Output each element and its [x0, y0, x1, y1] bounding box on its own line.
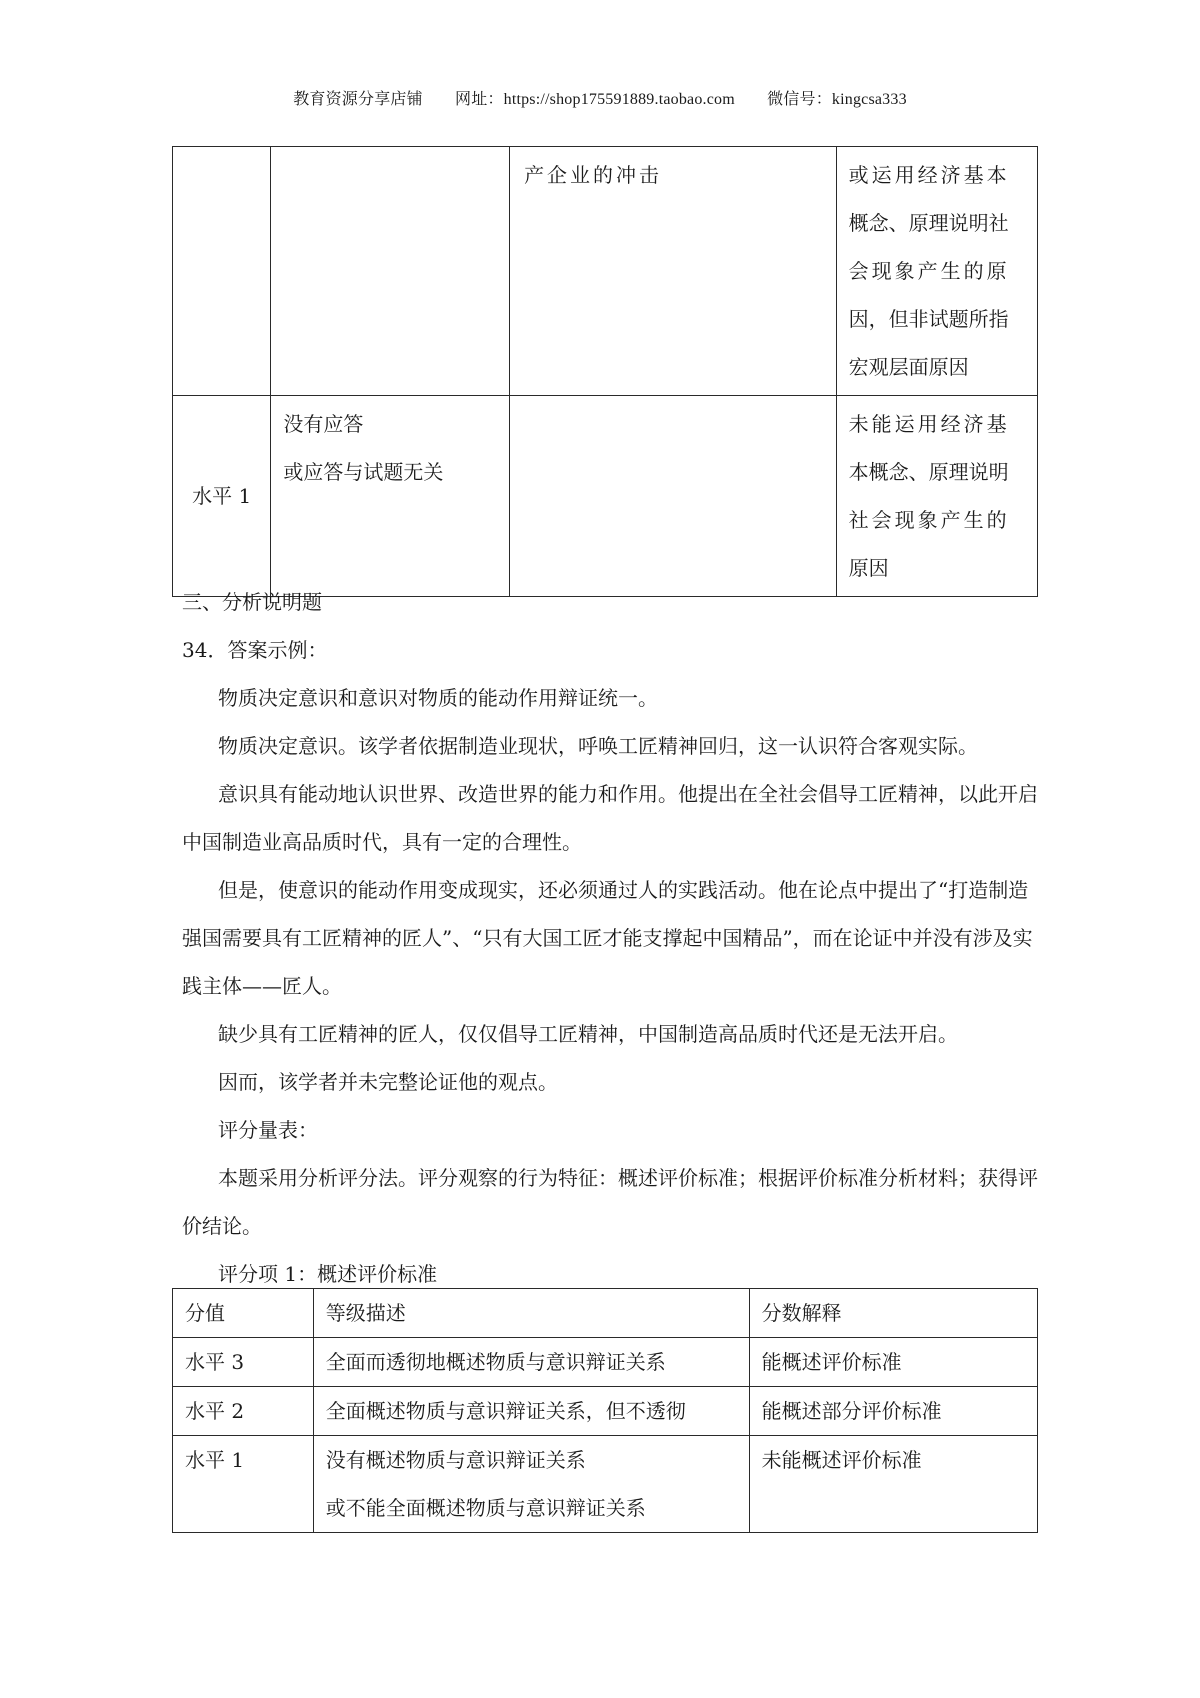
level-cell: 水平 1: [173, 396, 271, 597]
cell-line: 宏观层面原因: [848, 355, 969, 379]
table-cell: [173, 147, 271, 396]
description-cell: 全面概述物质与意识辩证关系，但不透彻: [313, 1387, 749, 1436]
table-cell: [836, 147, 1037, 396]
table-row: [173, 147, 1038, 396]
cell-line: 或运用经济基本: [848, 163, 1010, 187]
cell-line: 本概念、原理说明: [848, 460, 1009, 484]
table-cell: [510, 147, 837, 396]
cell-line: 概念、原理说明社: [848, 211, 1009, 235]
description-cell: [313, 1436, 749, 1533]
scoring-table: [172, 1288, 1038, 1533]
cell-text: 产企业的冲击: [524, 163, 663, 187]
explanation-cell: 能概述部分评价标准: [749, 1387, 1037, 1436]
page-header: [0, 86, 1200, 109]
column-header: 分数解释: [749, 1289, 1037, 1338]
shop-website: 网址：https://shop175591889.taobao.com: [455, 91, 735, 108]
cell-line: 因，但非试题所指: [848, 307, 1009, 331]
table-header-row: [173, 1289, 1038, 1338]
scoring-table-continued: [172, 146, 1038, 597]
table-row: [173, 1436, 1038, 1533]
paragraph: 评分量表：: [218, 1118, 318, 1142]
table-cell: [836, 396, 1037, 597]
level-cell: 水平 3: [173, 1338, 314, 1387]
paragraph: 意识具有能动地认识世界、改造世界的能力和作用。他提出在全社会倡导工匠精神，以此开启中国制造业高品质时代，具有一定的合理性。: [182, 782, 1038, 854]
column-header: 分值: [173, 1289, 314, 1338]
column-header: 等级描述: [313, 1289, 749, 1338]
cell-line: 没有概述物质与意识辩证关系: [325, 1448, 586, 1472]
paragraph: 因而，该学者并未完整论证他的观点。: [218, 1070, 558, 1094]
cell-line: 原因: [848, 556, 889, 580]
table-cell: [271, 147, 510, 396]
paragraph: 物质决定意识。该学者依据制造业现状，呼唤工匠精神回归，这一认识符合客观实际。: [218, 734, 978, 758]
table-row: [173, 1338, 1038, 1387]
explanation-cell: 能概述评价标准: [749, 1338, 1037, 1387]
shop-name: 教育资源分享店铺: [293, 91, 423, 108]
level-cell: 水平 1: [173, 1436, 314, 1533]
question-label: 34．答案示例：: [182, 638, 328, 662]
cell-line: 或不能全面概述物质与意识辩证关系: [325, 1496, 646, 1520]
table-cell: [271, 396, 510, 597]
paragraph: 物质决定意识和意识对物质的能动作用辩证统一。: [218, 686, 658, 710]
shop-wechat: 微信号：kingcsa333: [767, 91, 907, 108]
cell-line: 社会现象产生的: [848, 508, 1010, 532]
cell-line: 会现象产生的原: [848, 259, 1010, 283]
table-row: [173, 396, 1038, 597]
paragraph: 但是，使意识的能动作用变成现实，还必须通过人的实践活动。他在论点中提出了“打造制造强国需要具有工匠精神的匠人”、“只有大国工匠才能支撑起中国精品”，而在论证中并没有涉及实践主体——匠人。: [182, 878, 1033, 998]
description-cell: 全面而透彻地概述物质与意识辩证关系: [313, 1338, 749, 1387]
explanation-cell: 未能概述评价标准: [749, 1436, 1037, 1533]
cell-line: 或应答与试题无关: [283, 460, 444, 484]
cell-line: 没有应答: [283, 412, 364, 436]
level-cell: 水平 2: [173, 1387, 314, 1436]
paragraph: 缺少具有工匠精神的匠人，仅仅倡导工匠精神，中国制造高品质时代还是无法开启。: [218, 1022, 958, 1046]
table-row: [173, 1387, 1038, 1436]
cell-line: 未能运用经济基: [848, 412, 1010, 436]
section-heading: 三、分析说明题: [182, 590, 322, 614]
scoring-item-label: 评分项 1：概述评价标准: [218, 1262, 438, 1286]
table-cell: [510, 396, 837, 597]
paragraph: 本题采用分析评分法。评分观察的行为特征：概述评价标准；根据评价标准分析材料；获得评价结论。: [182, 1166, 1038, 1238]
